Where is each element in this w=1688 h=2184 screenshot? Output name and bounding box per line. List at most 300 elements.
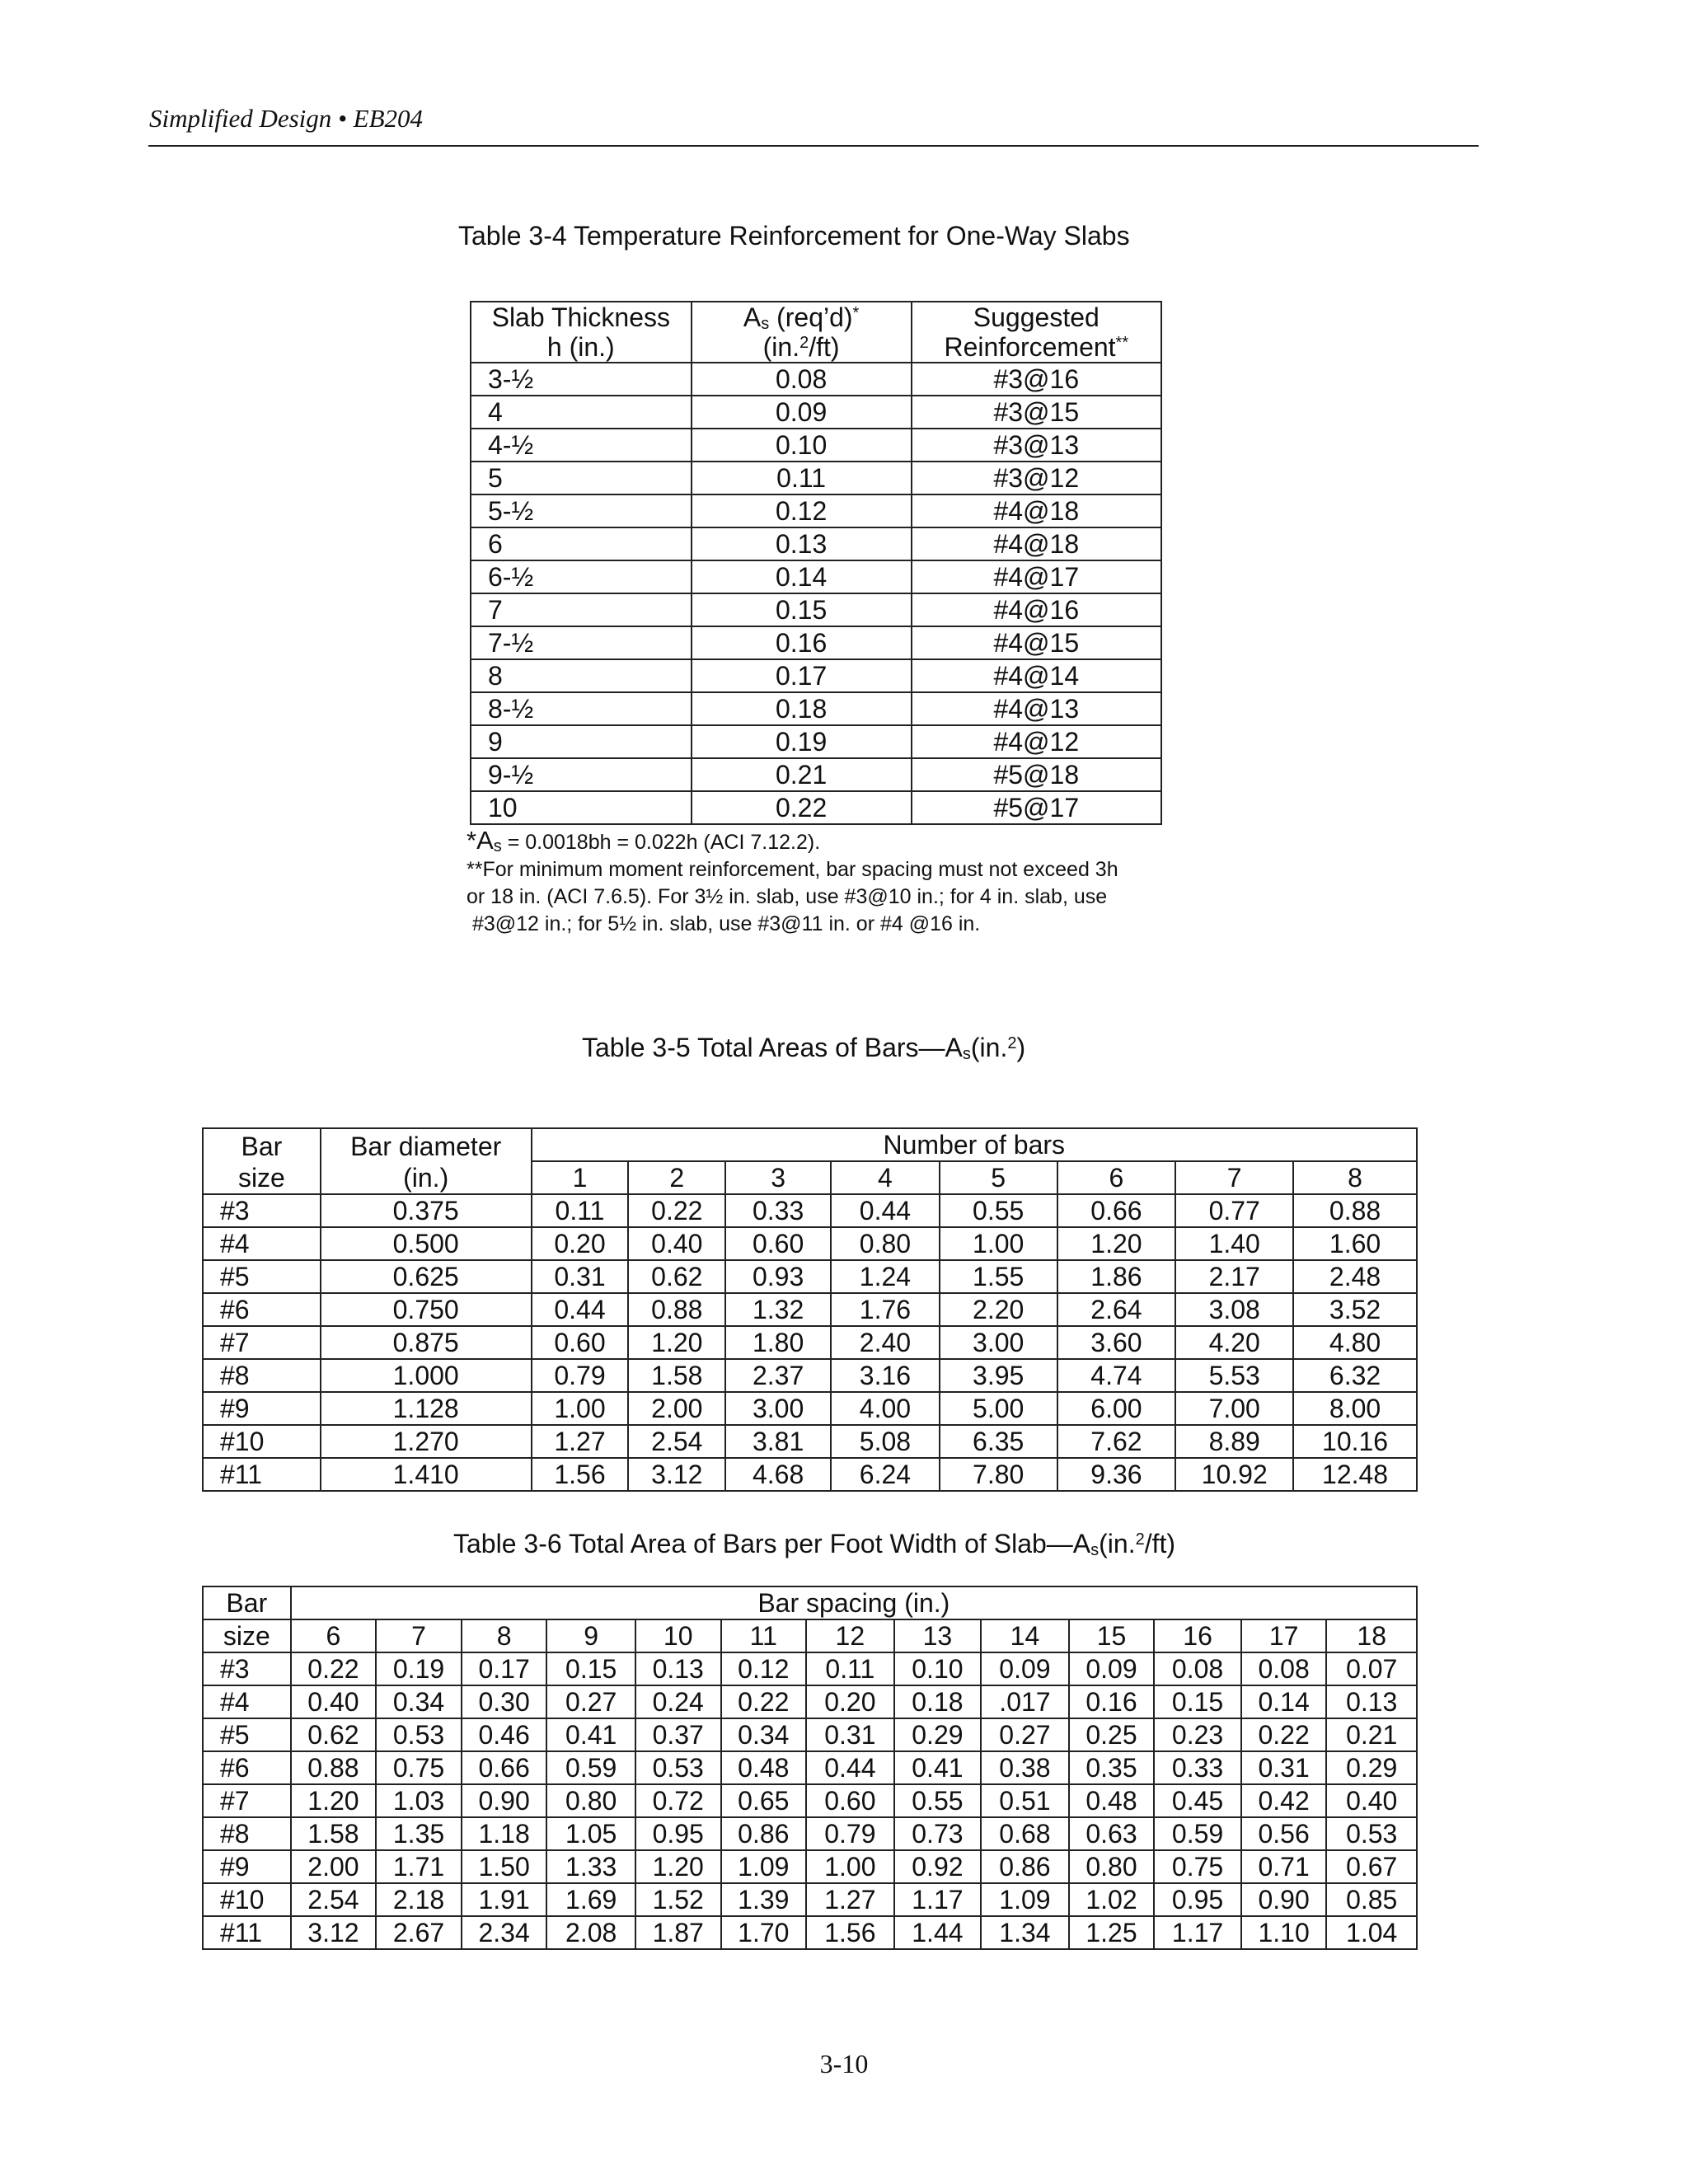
- bar-diameter-cell: 0.625: [321, 1260, 532, 1293]
- slab-thickness-cell: 9: [471, 725, 692, 758]
- bar-diameter-cell: 0.500: [321, 1227, 532, 1260]
- area-per-foot-cell: 1.05: [546, 1817, 635, 1850]
- area-cell: 0.11: [532, 1194, 629, 1227]
- area-per-foot-cell: 0.86: [981, 1850, 1069, 1883]
- area-cell: 2.48: [1293, 1260, 1417, 1293]
- area-per-foot-cell: 1.27: [806, 1883, 894, 1916]
- area-per-foot-cell: 0.41: [894, 1751, 982, 1784]
- suggested-reinforcement-cell: #5@17: [912, 791, 1161, 824]
- area-per-foot-cell: 1.09: [981, 1883, 1069, 1916]
- bar-size-cell: #3: [203, 1652, 291, 1685]
- slab-thickness-cell: 7-½: [471, 626, 692, 659]
- header-spacing-18: 18: [1326, 1619, 1417, 1652]
- suggested-reinforcement-cell: #3@15: [912, 396, 1161, 429]
- table-row: [203, 1326, 1417, 1359]
- area-per-foot-cell: 0.79: [806, 1817, 894, 1850]
- table-row: [471, 593, 1161, 626]
- area-per-foot-cell: 0.30: [462, 1685, 547, 1718]
- header-as-required: [692, 302, 912, 363]
- area-cell: 6.35: [940, 1425, 1057, 1458]
- header-bar-diameter: [321, 1128, 532, 1194]
- bar-size-cell: #10: [203, 1883, 291, 1916]
- area-per-foot-cell: 0.40: [291, 1685, 377, 1718]
- area-per-foot-cell: 0.22: [1241, 1718, 1327, 1751]
- table-row: [203, 1227, 1417, 1260]
- header-spacing-13: 13: [894, 1619, 982, 1652]
- area-per-foot-cell: 0.95: [1154, 1883, 1241, 1916]
- area-cell: 0.60: [532, 1326, 629, 1359]
- header-as-unit-a: (in.: [762, 332, 800, 362]
- header-count-2: 2: [628, 1161, 725, 1194]
- table-row: [471, 429, 1161, 462]
- suggested-reinforcement-cell: #4@17: [912, 560, 1161, 593]
- bar-size-cell: #8: [203, 1817, 291, 1850]
- bar-size-cell: #6: [203, 1751, 291, 1784]
- slab-thickness-cell: 10: [471, 791, 692, 824]
- area-per-foot-cell: 0.15: [1154, 1685, 1241, 1718]
- slab-thickness-cell: 8: [471, 659, 692, 692]
- suggested-reinforcement-cell: #3@12: [912, 462, 1161, 494]
- area-cell: 7.00: [1175, 1392, 1293, 1425]
- table-3-6-caption-a: Table 3-6 Total Area of Bars per Foot Width of Slab—A: [453, 1529, 1091, 1558]
- header-spacing-7: 7: [376, 1619, 462, 1652]
- area-cell: 5.00: [940, 1392, 1057, 1425]
- area-per-foot-cell: 0.34: [376, 1685, 462, 1718]
- table-row: [471, 659, 1161, 692]
- area-per-foot-cell: 1.91: [462, 1883, 547, 1916]
- header-count-6: 6: [1057, 1161, 1176, 1194]
- area-per-foot-cell: 1.00: [806, 1850, 894, 1883]
- area-per-foot-cell: 0.48: [1069, 1784, 1155, 1817]
- header-spacing-14: 14: [981, 1619, 1069, 1652]
- bar-size-cell: #6: [203, 1293, 321, 1326]
- area-per-foot-cell: 1.39: [721, 1883, 807, 1916]
- table-3-4-body: [471, 363, 1161, 824]
- bar-size-cell: #4: [203, 1685, 291, 1718]
- area-per-foot-cell: 1.18: [462, 1817, 547, 1850]
- header-as-sub: s: [761, 315, 770, 333]
- area-cell: 9.36: [1057, 1458, 1176, 1491]
- bar-size-cell: #4: [203, 1227, 321, 1260]
- suggested-reinforcement-cell: #4@16: [912, 593, 1161, 626]
- bar-diameter-cell: 1.270: [321, 1425, 532, 1458]
- table-3-6-body: [203, 1652, 1417, 1949]
- header-spacing-6: 6: [291, 1619, 377, 1652]
- slab-thickness-cell: 7: [471, 593, 692, 626]
- table-row: [471, 462, 1161, 494]
- area-cell: 2.54: [628, 1425, 725, 1458]
- as-required-cell: 0.08: [692, 363, 912, 396]
- area-cell: 0.20: [532, 1227, 629, 1260]
- area-per-foot-cell: 0.42: [1241, 1784, 1327, 1817]
- area-cell: 0.55: [940, 1194, 1057, 1227]
- area-per-foot-cell: 2.54: [291, 1883, 377, 1916]
- header-suggested-reinforcement: [912, 302, 1161, 363]
- header-as-mark: *: [852, 304, 860, 322]
- area-cell: 6.24: [831, 1458, 940, 1491]
- header-as-unit-sup: 2: [799, 334, 809, 352]
- table-3-4-header-row: [471, 302, 1161, 363]
- suggested-reinforcement-cell: #4@18: [912, 494, 1161, 527]
- area-cell: 2.17: [1175, 1260, 1293, 1293]
- area-per-foot-cell: 0.80: [546, 1784, 635, 1817]
- header-bar-diameter-line1: Bar diameter: [350, 1132, 502, 1161]
- area-per-foot-cell: 0.75: [1154, 1850, 1241, 1883]
- area-per-foot-cell: 1.02: [1069, 1883, 1155, 1916]
- area-per-foot-cell: 0.08: [1241, 1652, 1327, 1685]
- area-per-foot-cell: 0.27: [981, 1718, 1069, 1751]
- area-per-foot-cell: 0.67: [1326, 1850, 1417, 1883]
- area-cell: 2.20: [940, 1293, 1057, 1326]
- area-per-foot-cell: 0.40: [1326, 1784, 1417, 1817]
- area-cell: 3.12: [628, 1458, 725, 1491]
- area-per-foot-cell: 0.13: [635, 1652, 721, 1685]
- as-required-cell: 0.22: [692, 791, 912, 824]
- area-cell: 0.77: [1175, 1194, 1293, 1227]
- table-3-5-body: [203, 1194, 1417, 1491]
- area-cell: 5.08: [831, 1425, 940, 1458]
- area-cell: 1.27: [532, 1425, 629, 1458]
- area-per-foot-cell: 0.09: [1069, 1652, 1155, 1685]
- bar-diameter-cell: 1.410: [321, 1458, 532, 1491]
- slab-thickness-cell: 6-½: [471, 560, 692, 593]
- area-cell: 7.80: [940, 1458, 1057, 1491]
- area-cell: 1.55: [940, 1260, 1057, 1293]
- table-row: [203, 1392, 1417, 1425]
- area-cell: 0.44: [532, 1293, 629, 1326]
- header-spacing-10: 10: [635, 1619, 721, 1652]
- area-cell: 3.52: [1293, 1293, 1417, 1326]
- area-cell: 0.88: [628, 1293, 725, 1326]
- area-cell: 0.88: [1293, 1194, 1417, 1227]
- area-cell: 1.40: [1175, 1227, 1293, 1260]
- as-required-cell: 0.11: [692, 462, 912, 494]
- bar-size-cell: #9: [203, 1850, 291, 1883]
- table-row: [203, 1817, 1417, 1850]
- table-row: [203, 1260, 1417, 1293]
- area-cell: 1.20: [1057, 1227, 1176, 1260]
- area-per-foot-cell: 0.34: [721, 1718, 807, 1751]
- table-row: [471, 791, 1161, 824]
- table-3-5: [202, 1127, 1418, 1492]
- area-cell: 3.60: [1057, 1326, 1176, 1359]
- area-cell: 8.89: [1175, 1425, 1293, 1458]
- area-cell: 3.16: [831, 1359, 940, 1392]
- area-per-foot-cell: 1.34: [981, 1916, 1069, 1949]
- table-3-5-caption-c: ): [1016, 1033, 1026, 1062]
- header-suggested-mark: **: [1115, 334, 1129, 352]
- bar-size-cell: #11: [203, 1916, 291, 1949]
- as-required-cell: 0.12: [692, 494, 912, 527]
- area-cell: 1.80: [725, 1326, 831, 1359]
- header-bar-label: Bar: [203, 1586, 291, 1619]
- area-per-foot-cell: 0.92: [894, 1850, 982, 1883]
- footnote-as-star: *A: [467, 826, 494, 855]
- area-per-foot-cell: 0.31: [806, 1718, 894, 1751]
- area-cell: 10.16: [1293, 1425, 1417, 1458]
- bar-size-cell: #5: [203, 1260, 321, 1293]
- header-count-8: 8: [1293, 1161, 1417, 1194]
- area-per-foot-cell: 1.04: [1326, 1916, 1417, 1949]
- area-cell: 0.93: [725, 1260, 831, 1293]
- as-required-cell: 0.09: [692, 396, 912, 429]
- slab-thickness-cell: 9-½: [471, 758, 692, 791]
- table-3-5-caption: [582, 1033, 1025, 1063]
- area-per-foot-cell: 0.48: [721, 1751, 807, 1784]
- header-bar-size-line1: Bar: [241, 1132, 283, 1161]
- area-per-foot-cell: 0.75: [376, 1751, 462, 1784]
- table-row: [203, 1458, 1417, 1491]
- area-per-foot-cell: 1.71: [376, 1850, 462, 1883]
- header-rule: [148, 145, 1479, 147]
- area-cell: 4.68: [725, 1458, 831, 1491]
- slab-thickness-cell: 8-½: [471, 692, 692, 725]
- area-per-foot-cell: 1.17: [894, 1883, 982, 1916]
- area-cell: 2.00: [628, 1392, 725, 1425]
- table-3-4-footnotes: [467, 827, 1118, 938]
- header-count-4: 4: [831, 1161, 940, 1194]
- area-per-foot-cell: 0.09: [981, 1652, 1069, 1685]
- area-cell: 4.80: [1293, 1326, 1417, 1359]
- as-required-cell: 0.10: [692, 429, 912, 462]
- area-per-foot-cell: 2.00: [291, 1850, 377, 1883]
- header-slab-thickness-line2: h (in.): [546, 332, 615, 362]
- area-per-foot-cell: 0.12: [721, 1652, 807, 1685]
- area-per-foot-cell: 1.03: [376, 1784, 462, 1817]
- table-row: [203, 1916, 1417, 1949]
- area-per-foot-cell: 0.44: [806, 1751, 894, 1784]
- area-per-foot-cell: 0.65: [721, 1784, 807, 1817]
- header-count-1: 1: [532, 1161, 629, 1194]
- as-required-cell: 0.13: [692, 527, 912, 560]
- area-per-foot-cell: 0.11: [806, 1652, 894, 1685]
- area-cell: 1.20: [628, 1326, 725, 1359]
- suggested-reinforcement-cell: #3@13: [912, 429, 1161, 462]
- area-per-foot-cell: 0.27: [546, 1685, 635, 1718]
- as-required-cell: 0.17: [692, 659, 912, 692]
- area-per-foot-cell: 0.25: [1069, 1718, 1155, 1751]
- area-cell: 3.81: [725, 1425, 831, 1458]
- bar-diameter-cell: 1.128: [321, 1392, 532, 1425]
- suggested-reinforcement-cell: #5@18: [912, 758, 1161, 791]
- area-per-foot-cell: 1.10: [1241, 1916, 1327, 1949]
- bar-diameter-cell: 0.875: [321, 1326, 532, 1359]
- suggested-reinforcement-cell: #4@13: [912, 692, 1161, 725]
- area-cell: 1.00: [940, 1227, 1057, 1260]
- area-cell: 1.24: [831, 1260, 940, 1293]
- area-per-foot-cell: 0.35: [1069, 1751, 1155, 1784]
- table-3-6-group-row: [203, 1586, 1417, 1619]
- header-spacing-11: 11: [721, 1619, 807, 1652]
- table-row: [471, 527, 1161, 560]
- table-row: [203, 1718, 1417, 1751]
- area-per-foot-cell: 0.55: [894, 1784, 982, 1817]
- area-cell: 6.00: [1057, 1392, 1176, 1425]
- footnote-line-3: #3@12 in.; for 5½ in. slab, use #3@11 in. or #4 @16 in.: [467, 912, 981, 935]
- area-cell: 1.60: [1293, 1227, 1417, 1260]
- area-per-foot-cell: 0.90: [1241, 1883, 1327, 1916]
- header-as-unit-b: /ft): [809, 332, 840, 362]
- area-per-foot-cell: 0.62: [291, 1718, 377, 1751]
- area-per-foot-cell: 0.24: [635, 1685, 721, 1718]
- suggested-reinforcement-cell: #3@16: [912, 363, 1161, 396]
- table-row: [203, 1685, 1417, 1718]
- header-slab-thickness: [471, 302, 692, 363]
- area-per-foot-cell: 0.14: [1241, 1685, 1327, 1718]
- suggested-reinforcement-cell: #4@12: [912, 725, 1161, 758]
- area-cell: 0.66: [1057, 1194, 1176, 1227]
- table-3-4-caption: Table 3-4 Temperature Reinforcement for One-Way Slabs: [458, 221, 1130, 251]
- area-per-foot-cell: 0.15: [546, 1652, 635, 1685]
- table-row: [203, 1425, 1417, 1458]
- bar-size-cell: #11: [203, 1458, 321, 1491]
- table-3-6: [202, 1586, 1418, 1950]
- footnote-as-rest: = 0.0018bh = 0.022h (ACI 7.12.2).: [501, 831, 821, 854]
- area-per-foot-cell: 3.12: [291, 1916, 377, 1949]
- table-3-5-caption-a: Table 3-5 Total Areas of Bars—A: [582, 1033, 963, 1062]
- area-per-foot-cell: 0.08: [1154, 1652, 1241, 1685]
- as-required-cell: 0.15: [692, 593, 912, 626]
- area-per-foot-cell: 0.22: [291, 1652, 377, 1685]
- table-row: [471, 560, 1161, 593]
- header-spacing-16: 16: [1154, 1619, 1241, 1652]
- page-number: 3-10: [819, 2049, 869, 2079]
- bar-size-cell: #5: [203, 1718, 291, 1751]
- area-per-foot-cell: 1.52: [635, 1883, 721, 1916]
- area-cell: 1.86: [1057, 1260, 1176, 1293]
- area-per-foot-cell: 0.16: [1069, 1685, 1155, 1718]
- area-per-foot-cell: 0.53: [635, 1751, 721, 1784]
- area-per-foot-cell: 1.56: [806, 1916, 894, 1949]
- area-cell: 5.53: [1175, 1359, 1293, 1392]
- area-per-foot-cell: 0.33: [1154, 1751, 1241, 1784]
- area-cell: 0.33: [725, 1194, 831, 1227]
- area-per-foot-cell: 0.41: [546, 1718, 635, 1751]
- table-row: [203, 1751, 1417, 1784]
- area-per-foot-cell: 2.08: [546, 1916, 635, 1949]
- header-number-of-bars: Number of bars: [532, 1128, 1417, 1161]
- area-per-foot-cell: 2.18: [376, 1883, 462, 1916]
- slab-thickness-cell: 5-½: [471, 494, 692, 527]
- as-required-cell: 0.14: [692, 560, 912, 593]
- area-per-foot-cell: 0.53: [376, 1718, 462, 1751]
- area-cell: 2.37: [725, 1359, 831, 1392]
- area-cell: 0.62: [628, 1260, 725, 1293]
- header-bar-size-line2: size: [237, 1163, 285, 1193]
- area-cell: 0.44: [831, 1194, 940, 1227]
- area-per-foot-cell: 0.20: [806, 1685, 894, 1718]
- area-per-foot-cell: 1.25: [1069, 1916, 1155, 1949]
- suggested-reinforcement-cell: #4@14: [912, 659, 1161, 692]
- footnote-as-sub: s: [493, 837, 502, 855]
- table-3-6-caption-b: (in.: [1099, 1529, 1136, 1558]
- area-cell: 0.80: [831, 1227, 940, 1260]
- area-cell: 1.56: [532, 1458, 629, 1491]
- area-per-foot-cell: 0.59: [1154, 1817, 1241, 1850]
- area-per-foot-cell: 0.56: [1241, 1817, 1327, 1850]
- area-per-foot-cell: 1.20: [635, 1850, 721, 1883]
- area-per-foot-cell: 0.45: [1154, 1784, 1241, 1817]
- table-3-6-caption-sub: s: [1090, 1541, 1100, 1559]
- header-spacing-9: 9: [546, 1619, 635, 1652]
- table-row: [471, 494, 1161, 527]
- area-cell: 1.32: [725, 1293, 831, 1326]
- slab-thickness-cell: 5: [471, 462, 692, 494]
- table-row: [471, 692, 1161, 725]
- bar-diameter-cell: 0.375: [321, 1194, 532, 1227]
- area-per-foot-cell: 0.63: [1069, 1817, 1155, 1850]
- area-cell: 4.20: [1175, 1326, 1293, 1359]
- area-per-foot-cell: 1.70: [721, 1916, 807, 1949]
- area-per-foot-cell: 0.88: [291, 1751, 377, 1784]
- table-3-5-caption-sup: 2: [1007, 1034, 1017, 1052]
- area-per-foot-cell: 1.35: [376, 1817, 462, 1850]
- area-cell: 12.48: [1293, 1458, 1417, 1491]
- area-per-foot-cell: 1.09: [721, 1850, 807, 1883]
- area-per-foot-cell: 0.90: [462, 1784, 547, 1817]
- area-per-foot-cell: 0.07: [1326, 1652, 1417, 1685]
- table-row: [203, 1194, 1417, 1227]
- header-as-rest: (req’d): [769, 302, 853, 332]
- header-size-label: size: [203, 1619, 291, 1652]
- running-head: Simplified Design • EB204: [149, 104, 424, 133]
- area-cell: 7.62: [1057, 1425, 1176, 1458]
- area-per-foot-cell: .017: [981, 1685, 1069, 1718]
- bar-size-cell: #10: [203, 1425, 321, 1458]
- area-cell: 10.92: [1175, 1458, 1293, 1491]
- header-slab-thickness-line1: Slab Thickness: [491, 302, 670, 332]
- footnote-line-2: or 18 in. (ACI 7.6.5). For 3½ in. slab, use #3@10 in.; for 4 in. slab, use: [467, 885, 1108, 908]
- bar-diameter-cell: 0.750: [321, 1293, 532, 1326]
- as-required-cell: 0.19: [692, 725, 912, 758]
- suggested-reinforcement-cell: #4@15: [912, 626, 1161, 659]
- header-spacing-12: 12: [806, 1619, 894, 1652]
- area-cell: 3.00: [940, 1326, 1057, 1359]
- area-per-foot-cell: 0.31: [1241, 1751, 1327, 1784]
- table-3-4: [470, 301, 1162, 825]
- area-per-foot-cell: 0.71: [1241, 1850, 1327, 1883]
- table-row: [471, 725, 1161, 758]
- area-per-foot-cell: 2.67: [376, 1916, 462, 1949]
- table-3-5-caption-sub: s: [962, 1045, 971, 1063]
- area-cell: 0.79: [532, 1359, 629, 1392]
- area-cell: 2.40: [831, 1326, 940, 1359]
- bar-size-cell: #7: [203, 1326, 321, 1359]
- bar-diameter-cell: 1.000: [321, 1359, 532, 1392]
- area-per-foot-cell: 0.19: [376, 1652, 462, 1685]
- table-3-5-group-row: [203, 1128, 1417, 1161]
- footnote-as-formula: [467, 827, 1118, 856]
- area-per-foot-cell: 0.29: [894, 1718, 982, 1751]
- area-per-foot-cell: 0.51: [981, 1784, 1069, 1817]
- table-row: [203, 1784, 1417, 1817]
- header-suggested-line2: Reinforcement: [944, 332, 1116, 362]
- header-count-5: 5: [940, 1161, 1057, 1194]
- as-required-cell: 0.18: [692, 692, 912, 725]
- table-row: [471, 396, 1161, 429]
- area-cell: 3.95: [940, 1359, 1057, 1392]
- bar-size-cell: #3: [203, 1194, 321, 1227]
- table-row: [203, 1652, 1417, 1685]
- slab-thickness-cell: 3-½: [471, 363, 692, 396]
- header-spacing-15: 15: [1069, 1619, 1155, 1652]
- area-per-foot-cell: 0.10: [894, 1652, 982, 1685]
- area-per-foot-cell: 0.80: [1069, 1850, 1155, 1883]
- table-row: [471, 363, 1161, 396]
- area-per-foot-cell: 0.95: [635, 1817, 721, 1850]
- table-row: [203, 1883, 1417, 1916]
- header-bar-spacing: Bar spacing (in.): [291, 1586, 1417, 1619]
